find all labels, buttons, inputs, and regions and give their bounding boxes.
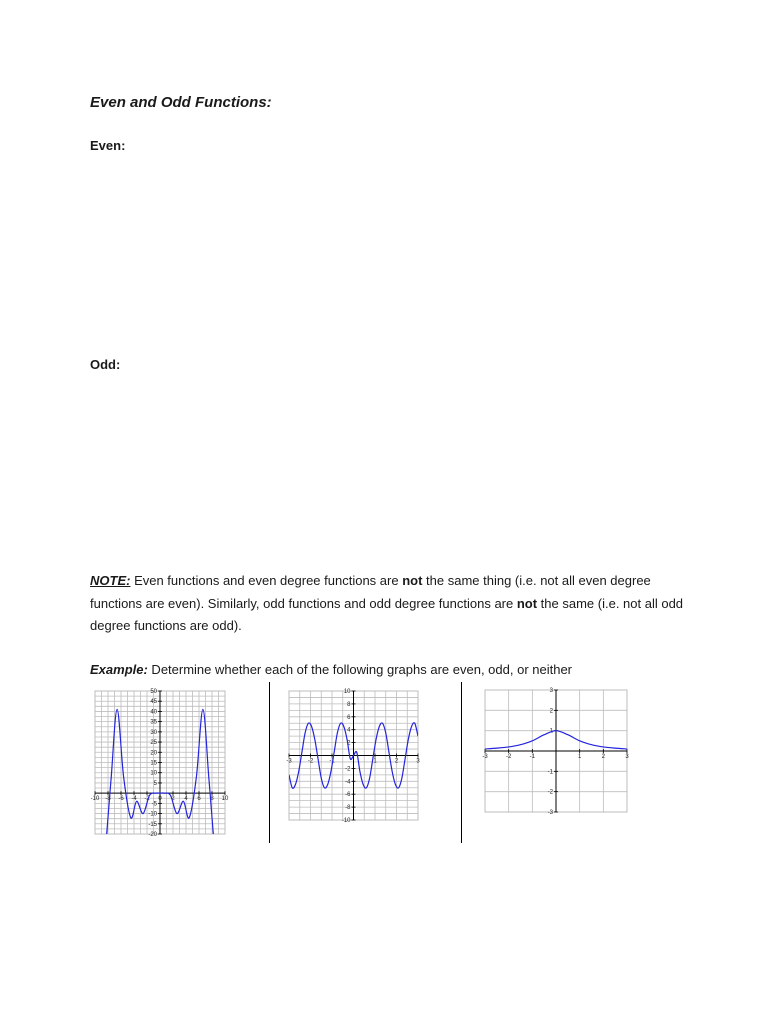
note-bold-not-1: not: [402, 573, 423, 588]
example-lead: Example:: [90, 662, 148, 677]
y-tick-label: 2: [549, 708, 553, 715]
y-tick-label: -2: [547, 789, 553, 796]
y-tick-label: 6: [347, 714, 351, 721]
x-tick-label: 10: [221, 796, 229, 803]
example-text: Determine whether each of the following graphs are even, odd, or neither: [147, 662, 573, 677]
y-tick-label: 3: [549, 688, 553, 694]
graph-1: [90, 689, 229, 838]
x-tick-label: -1: [529, 754, 536, 760]
x-tick-label: 2: [394, 758, 399, 765]
y-tick-label: 50: [150, 689, 157, 695]
note-bold-not-2: not: [516, 595, 538, 611]
odd-label: Odd:: [90, 357, 121, 372]
y-tick-label: -5: [151, 801, 157, 808]
graph-2: [286, 689, 420, 824]
y-tick-label: 40: [150, 709, 157, 716]
x-tick-label: -4: [131, 796, 137, 803]
note-text-3: the same (i.e. not all odd degree functions are odd).: [90, 595, 684, 633]
x-tick-label: -10: [90, 796, 100, 803]
x-tick-label: -1: [329, 758, 335, 765]
x-tick-label: 2: [601, 754, 606, 760]
y-tick-label: 10: [150, 770, 157, 777]
note-lead: NOTE:: [90, 573, 131, 588]
x-tick-label: -3: [286, 758, 292, 765]
y-tick-label: 20: [150, 750, 157, 757]
y-tick-label: 35: [150, 719, 157, 726]
y-tick-label: -6: [345, 792, 351, 799]
x-tick-label: 3: [625, 754, 629, 760]
x-tick-label: -2: [307, 758, 314, 765]
x-tick-label: -2: [144, 796, 150, 803]
column-divider-2: [461, 682, 462, 843]
even-label: Even:: [90, 138, 126, 153]
y-tick-label: 15: [150, 760, 157, 767]
x-tick-label: 0: [158, 796, 162, 803]
column-divider-1: [269, 682, 270, 843]
x-tick-label: 1: [577, 754, 582, 760]
y-tick-label: -8: [345, 805, 351, 812]
x-tick-label: 2: [171, 796, 175, 803]
y-tick-label: 1: [549, 728, 553, 735]
y-tick-label: 2: [347, 740, 351, 747]
y-tick-label: -4: [345, 779, 351, 786]
y-tick-label: 25: [150, 740, 157, 747]
y-tick-label: 5: [153, 780, 157, 787]
y-tick-label: 4: [347, 727, 351, 734]
x-tick-label: -3: [482, 754, 488, 760]
y-tick-label: -3: [547, 810, 553, 816]
x-tick-label: -2: [505, 754, 512, 760]
y-tick-label: 30: [150, 729, 157, 736]
y-tick-label: -20: [148, 832, 157, 838]
x-tick-label: 3: [416, 758, 420, 765]
x-tick-label: 6: [197, 796, 201, 803]
y-tick-label: -10: [148, 811, 157, 818]
example-paragraph: [90, 659, 710, 681]
y-tick-label: -15: [148, 821, 157, 828]
note-text-1: Even functions and even degree functions are: [130, 573, 403, 588]
y-tick-label: -1: [547, 769, 553, 776]
y-tick-label: 45: [150, 699, 157, 706]
y-tick-label: 10: [343, 689, 351, 695]
y-tick-label: -2: [345, 766, 351, 773]
x-tick-label: 4: [184, 796, 188, 803]
x-tick-label: -8: [105, 796, 111, 803]
graph-3: [482, 688, 629, 816]
x-tick-label: -6: [118, 796, 124, 803]
x-tick-label: 1: [373, 758, 377, 765]
y-tick-label: 8: [347, 701, 351, 708]
x-tick-label: 8: [210, 796, 214, 803]
page-title: Even and Odd Functions:: [90, 94, 272, 111]
note-paragraph: [90, 570, 690, 638]
y-tick-label: -10: [341, 818, 351, 824]
note-text-2: the same thing (i.e. not all even degree functions are even). Similarly, odd functions and odd degree functions are: [90, 573, 651, 611]
